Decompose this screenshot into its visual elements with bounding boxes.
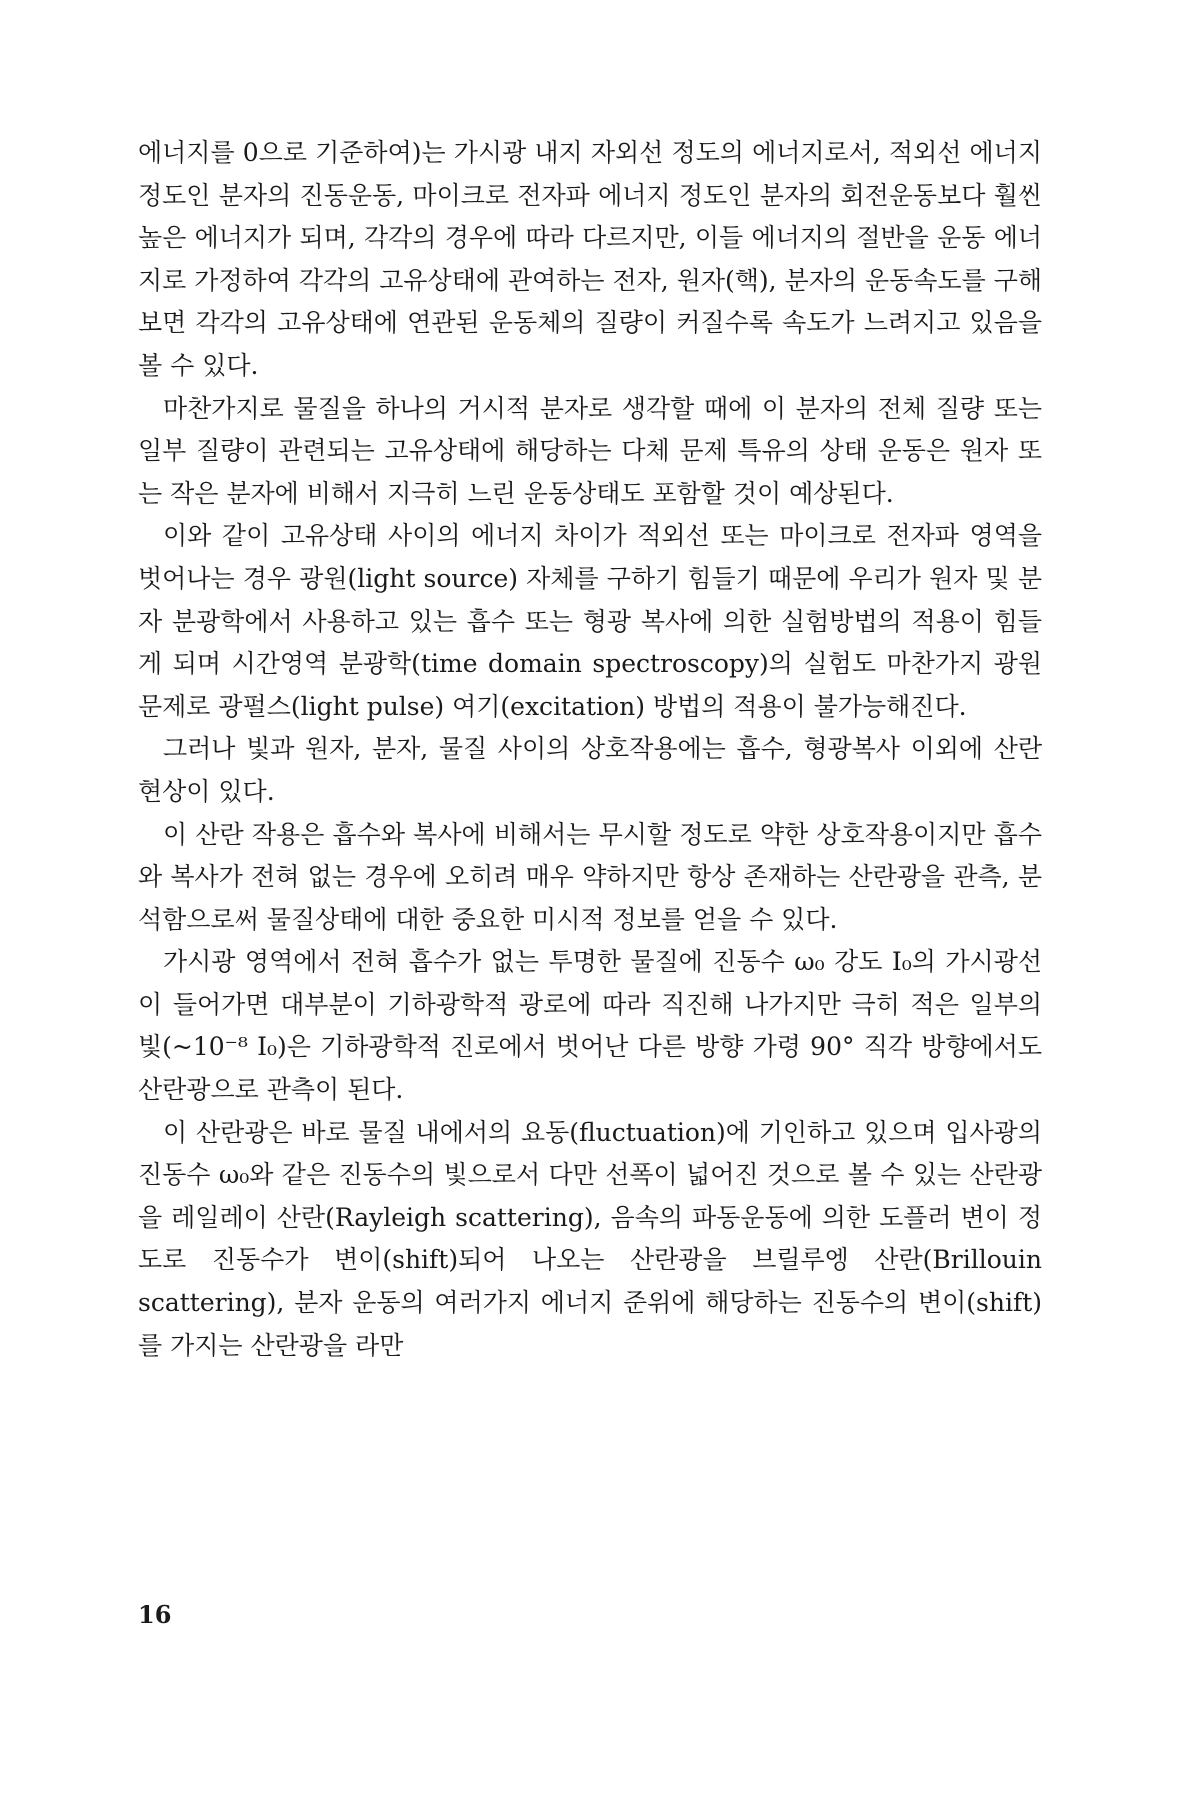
paragraph-5: 이 산란 작용은 흡수와 복사에 비해서는 무시할 정도로 약한 상호작용이지만 흡수와 복사가 전혀 없는 경우에 오히려 매우 약하지만 항상 존재하는 산란광을 관측, 분석함으로써 물질상태에 대한 중요한 미시적 정보를 얻을 수 있다. [138,819,1042,934]
paragraph-6: 가시광 영역에서 전혀 흡수가 없는 투명한 물질에 진동수 ω₀ 강도 I₀의 가시광선이 들어가면 대부분이 기하광학적 광로에 따라 직진해 나가지만 극히 적은 일부의 빛(~10⁻⁸ I₀)은 기하광학적 진로에서 벗어난 다른 방향 가령 90° 직각 방향에서도 산란광으로 관측이 된다. [138,947,1042,1105]
paragraph-7: 이 산란광은 바로 물질 내에서의 요동(fluctuation)에 기인하고 있으며 입사광의 진동수 ω₀와 같은 진동수의 빛으로서 다만 선폭이 넓어진 것으로 볼 수 있는 산란광을 레일레이 산란(Rayleigh scattering), 음속의 파동운동에 의한 도플러 변이 정도로 진동수가 변이(shift)되어 나오는 산란광을 브릴루엥 산란(Brillouin scattering), 분자 운동의 여러가지 에너지 준위에 해당하는 진동수의 변이(shift)를 가지는 산란광을 라만 [138,1117,1042,1360]
paragraph-3: 이와 같이 고유상태 사이의 에너지 차이가 적외선 또는 마이크로 전자파 영역을 벗어나는 경우 광원(light source) 자체를 구하기 힘들기 때문에 우리가 원자 및 분자 분광학에서 사용하고 있는 흡수 또는 형광 복사에 의한 실험방법의 적용이 힘들게 되며 시간영역 분광학(time domain spectroscopy)의 실험도 마찬가지 광원 문제로 광펄스(light pulse) 여기(excitation) 방법의 적용이 불가능해진다. [138,521,1042,721]
paragraph-2: 마찬가지로 물질을 하나의 거시적 분자로 생각할 때에 이 분자의 전체 질량 또는 일부 질량이 관련되는 고유상태에 해당하는 다체 문제 특유의 상태 운동은 원자 또는 작은 분자에 비해서 지극히 느린 운동상태도 포함할 것이 예상된다. [138,393,1042,508]
paragraph-1: 에너지를 0으로 기준하여)는 가시광 내지 자외선 정도의 에너지로서, 적외선 에너지 정도인 분자의 진동운동, 마이크로 전자파 에너지 정도인 분자의 회전운동보다 훨씬 높은 에너지가 되며, 각각의 경우에 따라 다르지만, 이들 에너지의 절반을 운동 에너지로 가정하여 각각의 고유상태에 관여하는 전자, 원자(핵), 분자의 운동속도를 구해 보면 각각의 고유상태에 연관된 운동체의 질량이 커질수록 속도가 느려지고 있음을 볼 수 있다. [138,138,1042,380]
body-text [138,132,1042,1367]
paragraph-4: 그러나 빛과 원자, 분자, 물질 사이의 상호작용에는 흡수, 형광복사 이외에 산란 현상이 있다. [138,734,1042,806]
page-number: 16 [138,1600,172,1629]
